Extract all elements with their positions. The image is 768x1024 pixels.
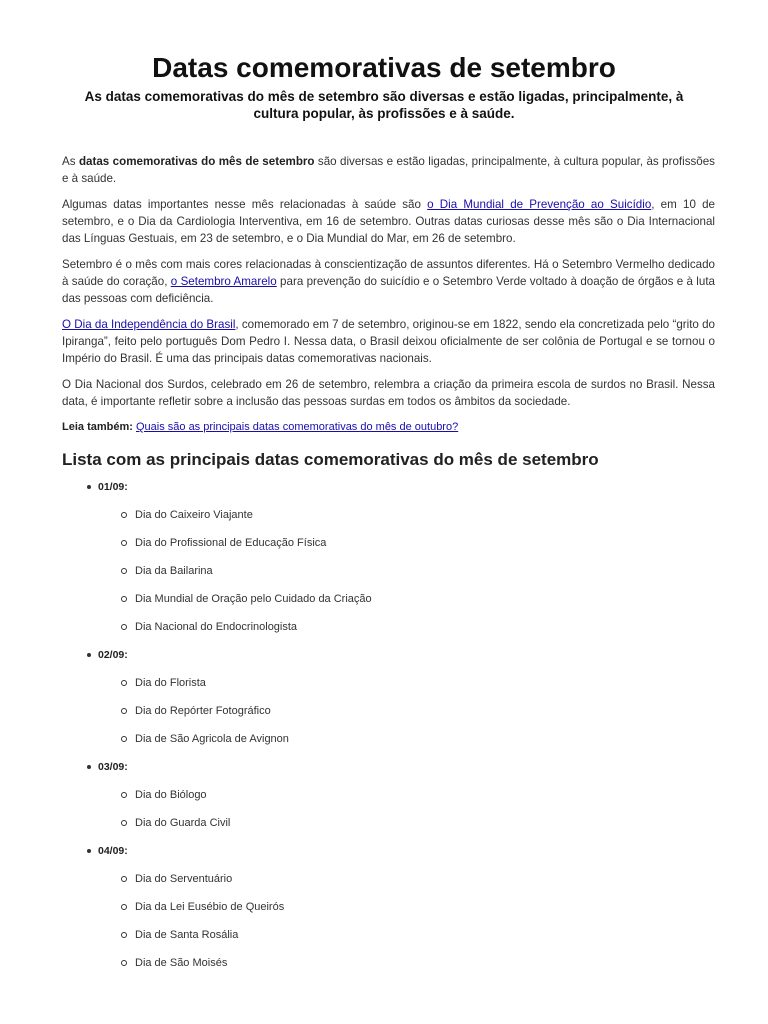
list-item: Dia do Florista [98,674,715,692]
list-item: Dia Nacional do Endocrinologista [98,618,715,636]
page-subtitle: As datas comemorativas do mês de setembro são diversas e estão ligadas, principalmente, à cultura popular, às profissões e à saúde. [84,89,684,121]
intro-bold-term: datas comemorativas do mês de setembro [78,155,315,168]
list-item: Dia da Lei Eusébio de Queirós [98,898,715,916]
read-also-link[interactable]: Quais são as principais datas comemorativas do mês de outubro? [135,421,459,433]
date-group [62,842,715,972]
list-item: Dia do Guarda Civil [98,814,715,832]
intro-text-start: As [62,155,79,168]
date-label: 02/09: [98,649,128,661]
date-group [62,478,715,636]
date-items-list [98,674,715,748]
health-text-start: Algumas datas importantes nesse mês relacionadas à saúde são [62,198,428,211]
list-item: Dia do Repórter Fotográfico [98,702,715,720]
date-group [62,758,715,832]
setembro-amarelo-link[interactable]: o Setembro Amarelo [170,275,277,288]
deaf-day-paragraph: O Dia Nacional dos Surdos, celebrado em 26 de setembro, relembra a criação da primeira escola de surdos no Brasil. Nessa data, é importante refletir sobre a inclusão das pessoas surdas em todos os âmbitos da sociedade. [62,378,715,408]
list-item: Dia de Santa Rosália [98,926,715,944]
list-item: Dia do Profissional de Educação Física [98,534,715,552]
page-title: Datas comemorativas de setembro [152,52,616,83]
date-label: 03/09: [98,761,128,773]
list-item: Dia da Bailarina [98,562,715,580]
dates-list [62,478,715,972]
date-label: 04/09: [98,845,128,857]
list-item: Dia Mundial de Oração pelo Cuidado da Criação [98,590,715,608]
intro-paragraph [62,153,715,187]
intro-text-end: são diversas e estão ligadas, principalmente, à cultura popular, às profissões e à saúde. [62,155,715,185]
colors-paragraph [62,256,715,307]
article-body [62,153,715,982]
date-items-list [98,870,715,972]
health-dates-paragraph [62,196,715,247]
date-items-list [98,506,715,636]
list-item: Dia de São Agricola de Avignon [98,730,715,748]
list-item: Dia de São Moisés [98,954,715,972]
list-item: Dia do Biólogo [98,786,715,804]
date-label: 01/09: [98,481,128,493]
colors-text-start: Setembro é o mês com mais cores relacionadas à conscientização de assuntos diferentes. Há o Setembro Vermelho dedicado à saúde do coração, [62,258,715,288]
list-heading: Lista com as principais datas comemorativas do mês de setembro [62,450,599,469]
independence-paragraph [62,316,715,367]
suicide-prevention-link[interactable]: o Dia Mundial de Prevenção ao Suicídio [427,198,652,211]
independence-link[interactable]: O Dia da Independência do Brasil [62,318,236,331]
colors-text-end: para prevenção do suicídio e o Setembro Verde voltado à doação de órgãos e à luta das pessoas com deficiência. [62,275,716,305]
date-group [62,646,715,748]
read-also [62,419,715,436]
list-item: Dia do Serventuário [98,870,715,888]
list-item: Dia do Caixeiro Viajante [98,506,715,524]
health-text-end: , em 10 de setembro, e o Dia da Cardiologia Interventiva, em 16 de setembro. Outras datas curiosas desse mês são o Dia Internacional das Línguas Gestuais, em 23 de setembro, e o Dia Mundial do Mar, em 26 de setembro. [62,198,715,245]
date-items-list [98,786,715,832]
independence-text: , comemorado em 7 de setembro, originou-se em 1822, sendo ela concretizada pelo “grito do Ipiranga”, feito pelo português Dom Pedro I. Nessa data, o Brasil deixou oficialmente de ser colônia de Portugal e se tornou o Império do Brasil. É uma das principais datas comemorativas nacionais. [62,318,716,365]
read-also-label: Leia também: [62,421,133,433]
